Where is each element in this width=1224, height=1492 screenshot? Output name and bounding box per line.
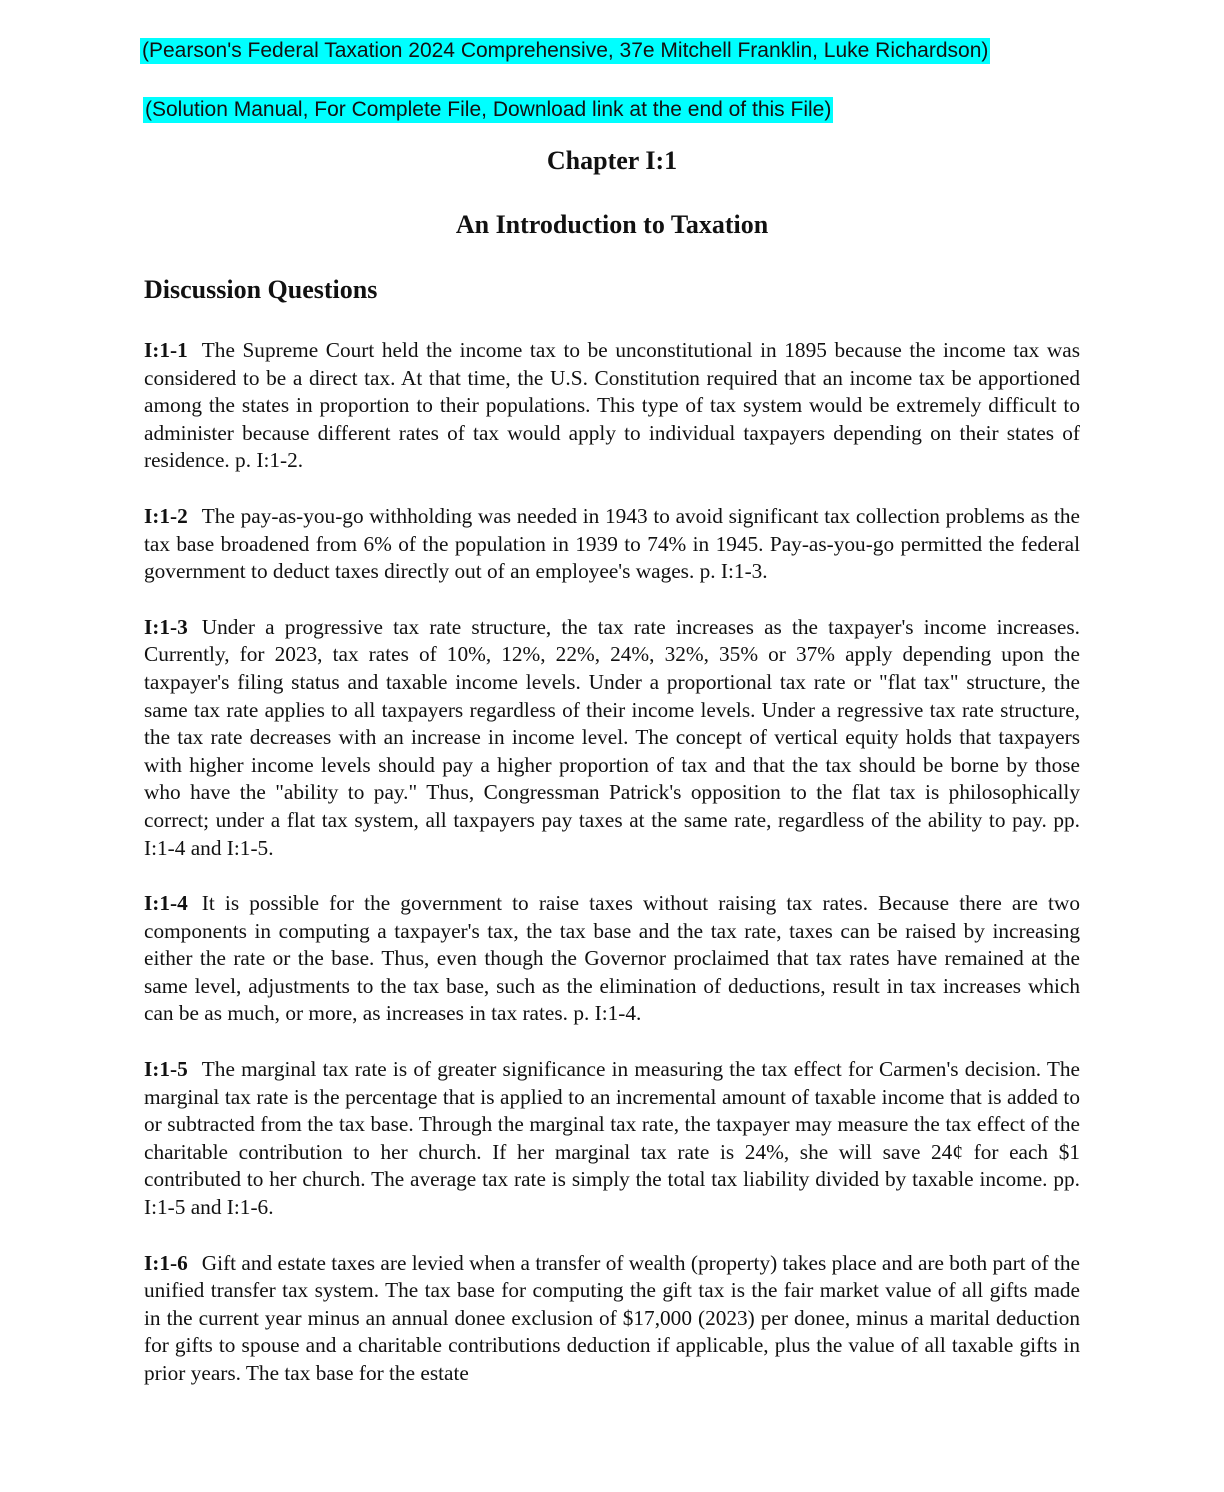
answer-item <box>144 337 1080 475</box>
answer-item <box>144 1250 1080 1388</box>
answer-number: I:1-5 <box>144 1057 188 1082</box>
answer-text: The Supreme Court held the income tax to be unconstitutional in 1895 because the income tax was considered to be a direct tax. At that time, the U.S. Constitution required that an income tax be apportioned among the states in proportion to their populations. This type of tax system would be extremely difficult to administer because different rates of tax would apply to individual taxpayers depending on their states of residence. p. I:1-2. <box>144 338 1080 473</box>
answer-number: I:1-6 <box>144 1250 188 1275</box>
answer-text: Gift and estate taxes are levied when a transfer of wealth (property) takes place and are both part of the unified transfer tax system. The tax base for computing the gift tax is the fair market value of all gifts made in the current year minus an annual donee exclusion of $17,000 (2023) per donee, minus a marital deduction for gifts to spouse and a charitable contributions deduction if applicable, plus the value of all taxable gifts in prior years. The tax base for the estate <box>144 1250 1080 1385</box>
answer-number: I:1-3 <box>144 614 188 639</box>
answer-number: I:1-1 <box>144 338 188 362</box>
source-banner-note: (Solution Manual, For Complete File, Download link at the end of this File) <box>145 98 832 121</box>
section-heading: Discussion Questions <box>144 275 378 304</box>
answer-item <box>144 503 1080 586</box>
answer-number: I:1-4 <box>144 891 188 916</box>
answer-item <box>144 1056 1080 1222</box>
source-banner-title: (Pearson's Federal Taxation 2024 Comprehensive, 37e Mitchell Franklin, Luke Richardson) <box>142 39 989 62</box>
answer-text: Under a progressive tax rate structure, the tax rate increases as the taxpayer's income increases. Currently, for 2023, tax rates of 10%, 12%, 22%, 24%, 32%, 35% or 37% apply depending upon the taxpayer's filing status and taxable income levels. Under a proportional tax rate or "flat tax" structure, the same tax rate applies to all taxpayers regardless of their income levels. Under a regressive tax rate structure, the tax rate decreases with an increase in income level. The concept of vertical equity holds that taxpayers with higher income levels should pay a higher proportion of tax and that the tax should be borne by those who have the "ability to pay." Thus, Congressman Patrick's opposition to the flat tax is philosophically correct; under a flat tax system, all taxpayers pay taxes at the same rate, regardless of the ability to pay. pp. I:1-4 and I:1-5. <box>144 614 1080 860</box>
answer-list <box>144 337 1080 1416</box>
chapter-title: Chapter I:1 <box>546 146 678 175</box>
answer-text: The marginal tax rate is of greater significance in measuring the tax effect for Carmen's decision. The marginal tax rate is the percentage that is applied to an incremental amount of taxable income that is added to or subtracted from the tax base. Through the marginal tax rate, the taxpayer may measure the tax effect of the charitable contribution to her church. If her marginal tax rate is 24%, she will save 24¢ for each $1 contributed to her church. The average tax rate is simply the total tax liability divided by taxable income. pp. I:1-5 and I:1-6. <box>144 1057 1080 1220</box>
chapter-subtitle: An Introduction to Taxation <box>455 210 769 239</box>
answer-item <box>144 614 1080 862</box>
answer-number: I:1-2 <box>144 503 188 528</box>
answer-item <box>144 890 1080 1028</box>
answer-text: The pay-as-you-go withholding was needed in 1943 to avoid significant tax collection problems as the tax base broadened from 6% of the population in 1939 to 74% in 1945. Pay-as-you-go permitted the federal government to deduct taxes directly out of an employee's wages. p. I:1-3. <box>144 503 1080 584</box>
answer-text: It is possible for the government to raise taxes without raising tax rates. Because there are two components in computing a taxpayer's tax, the tax base and the tax rate, taxes can be raised by increasing either the rate or the base. Thus, even though the Governor proclaimed that tax rates have remained at the same level, adjustments to the tax base, such as the elimination of deductions, result in tax increases which can be as much, or more, as increases in tax rates. p. I:1-4. <box>144 891 1080 1026</box>
